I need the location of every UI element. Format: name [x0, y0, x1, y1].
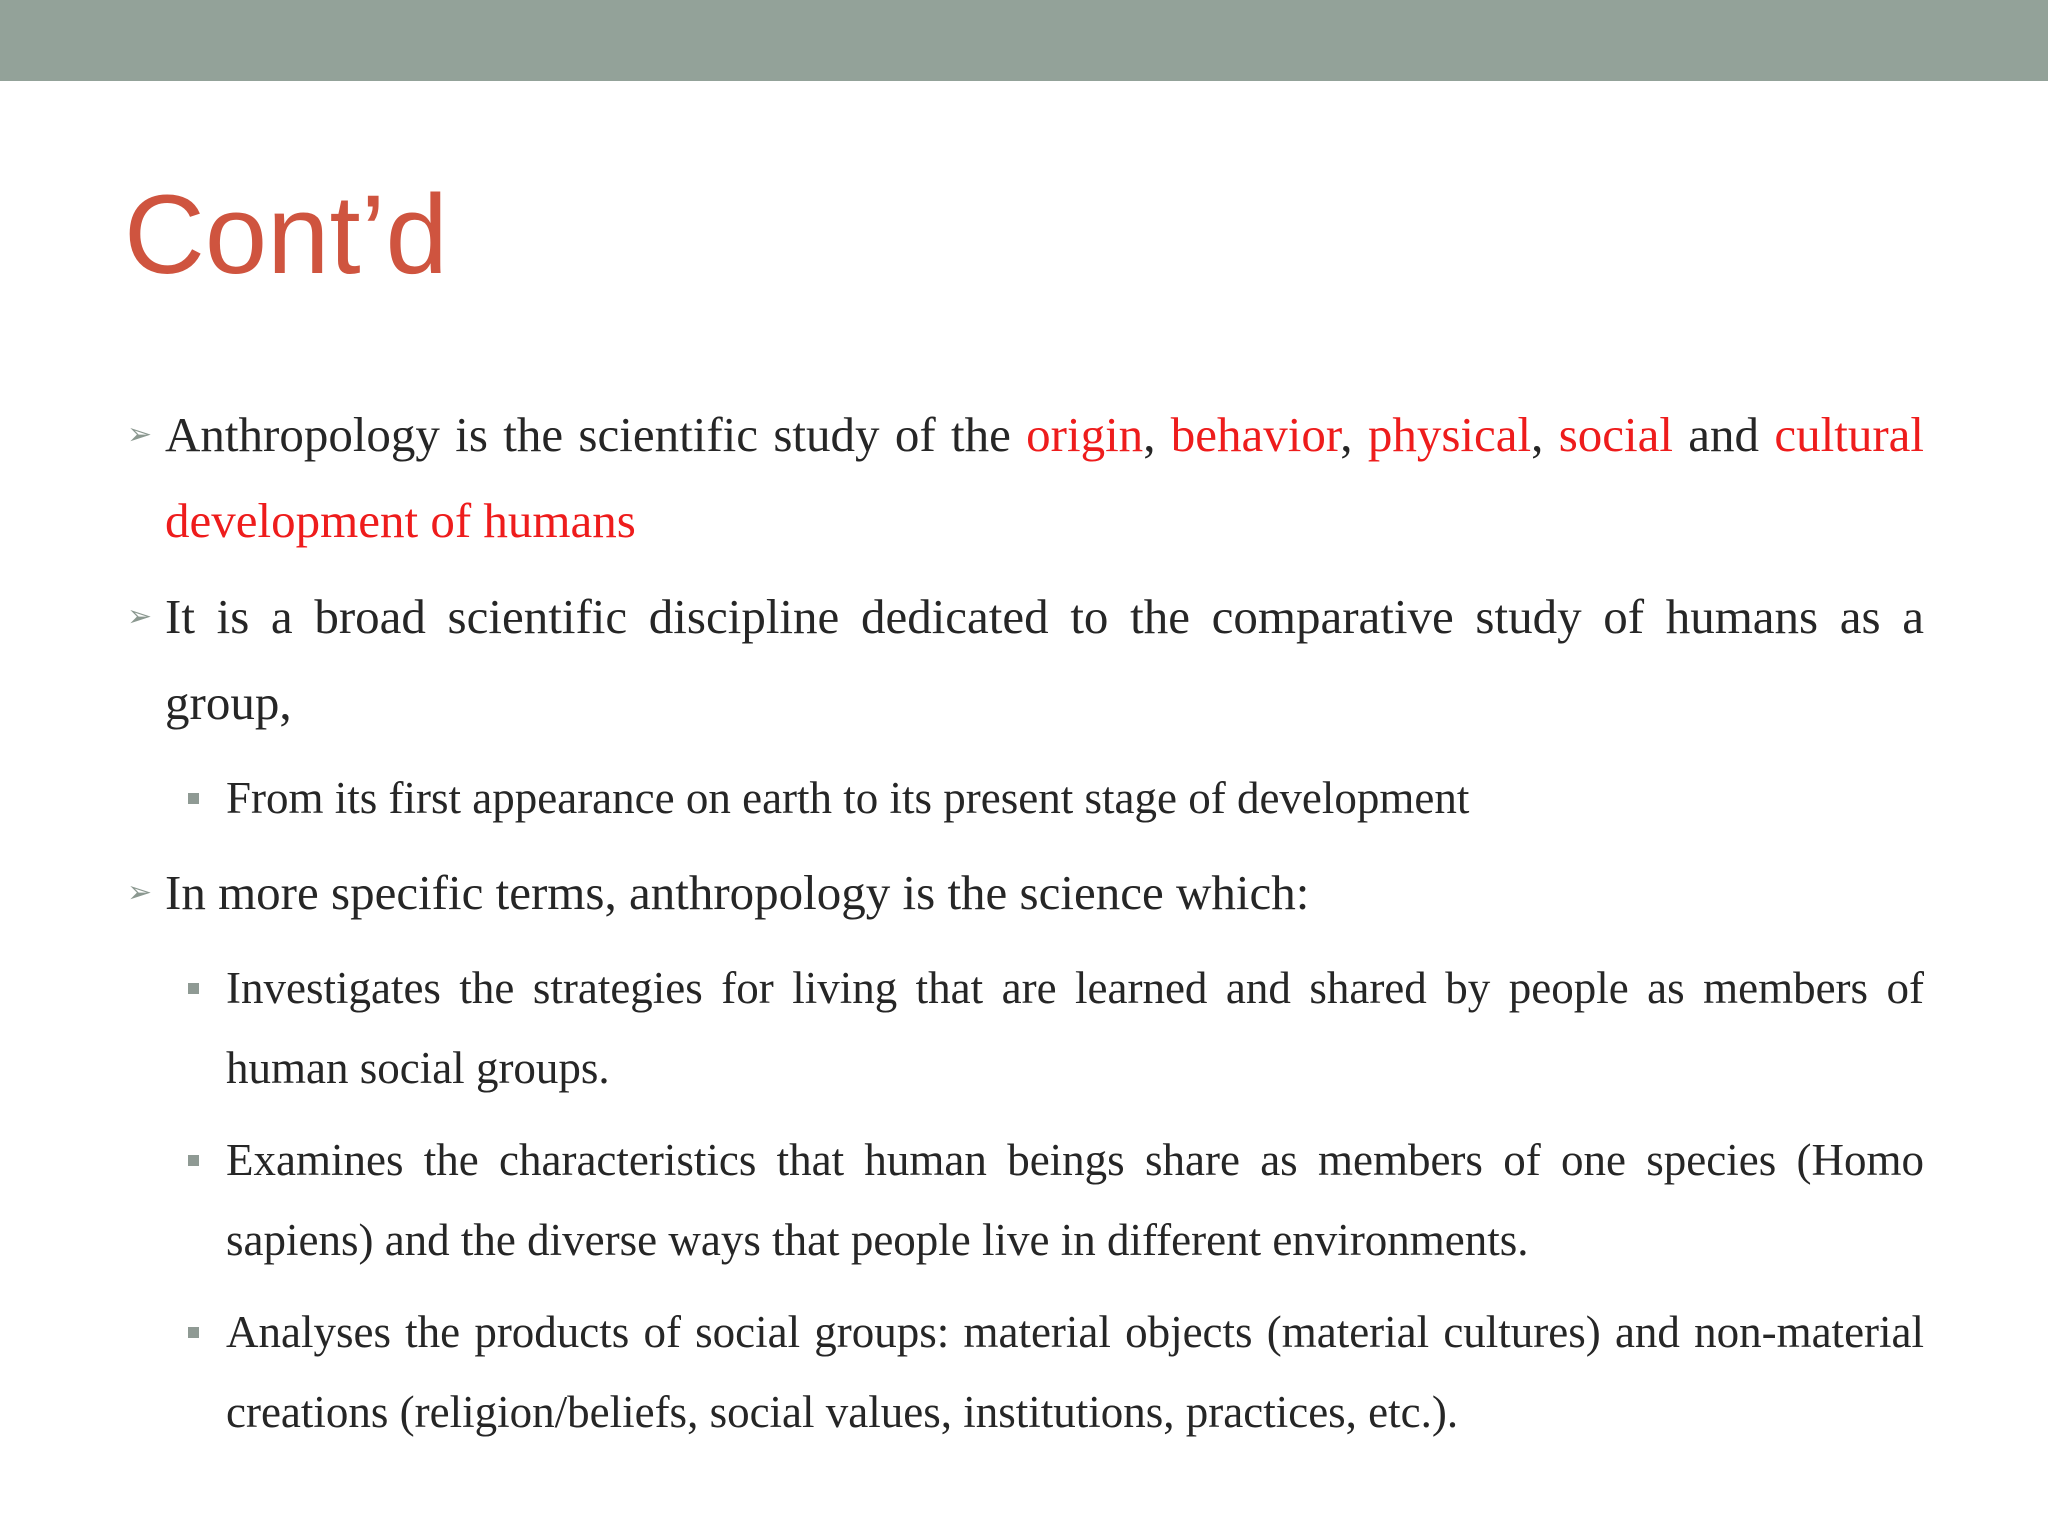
- arrow-bullet-icon: ➢: [127, 417, 153, 452]
- arrow-bullet-icon: ➢: [127, 875, 153, 910]
- bullet-text: It is a broad scientific discipline dedicated to the comparative study of humans as a group,: [165, 589, 1924, 730]
- slide-title: Cont’d: [124, 172, 448, 297]
- sub-bullet-first-appearance: [124, 758, 1924, 838]
- bullet-text: In more specific terms, anthropology is the science which:: [165, 865, 1310, 920]
- sub-bullet-text: Examines the characteristics that human beings share as members of one species (Homo sapiens) and the diverse ways that people live in different environments.: [226, 1135, 1924, 1265]
- highlight-physical: physical: [1367, 407, 1532, 462]
- sub-bullet-text: From its first appearance on earth to its present stage of development: [226, 773, 1470, 823]
- square-bullet-icon: [188, 1327, 199, 1338]
- bullet-text: Anthropology is the scientific study of the: [165, 407, 1027, 462]
- square-bullet-icon: [188, 983, 199, 994]
- sub-bullet-analyses: [124, 1292, 1924, 1452]
- sub-bullet-text: Investigates the strategies for living that are learned and shared by people as members of human social groups.: [226, 963, 1924, 1093]
- top-accent-bar: [0, 0, 2048, 81]
- bullet-text: and: [1672, 407, 1775, 462]
- sub-bullet-examines: [124, 1120, 1924, 1280]
- arrow-bullet-icon: ➢: [127, 599, 153, 634]
- sub-bullet-investigates: [124, 948, 1924, 1108]
- sub-bullet-text: Analyses the products of social groups: material objects (material cultures) and non-material creations (religion/beliefs, social values, institutions, practices, etc.).: [226, 1307, 1924, 1437]
- highlight-origin: origin: [1026, 407, 1144, 462]
- bullet-specific-terms: [124, 850, 1924, 936]
- square-bullet-icon: [188, 1155, 199, 1166]
- bullet-text: ,: [1340, 407, 1368, 462]
- highlight-social: social: [1558, 407, 1673, 462]
- highlight-cultural-development: cultural development of humans: [165, 407, 1925, 548]
- bullet-text: ,: [1531, 407, 1559, 462]
- square-bullet-icon: [188, 793, 199, 804]
- bullet-definition: [124, 392, 1924, 564]
- bullet-text: ,: [1143, 407, 1171, 462]
- slide-body: [124, 392, 1924, 1452]
- highlight-behavior: behavior: [1170, 407, 1341, 462]
- bullet-broad-discipline: [124, 574, 1924, 746]
